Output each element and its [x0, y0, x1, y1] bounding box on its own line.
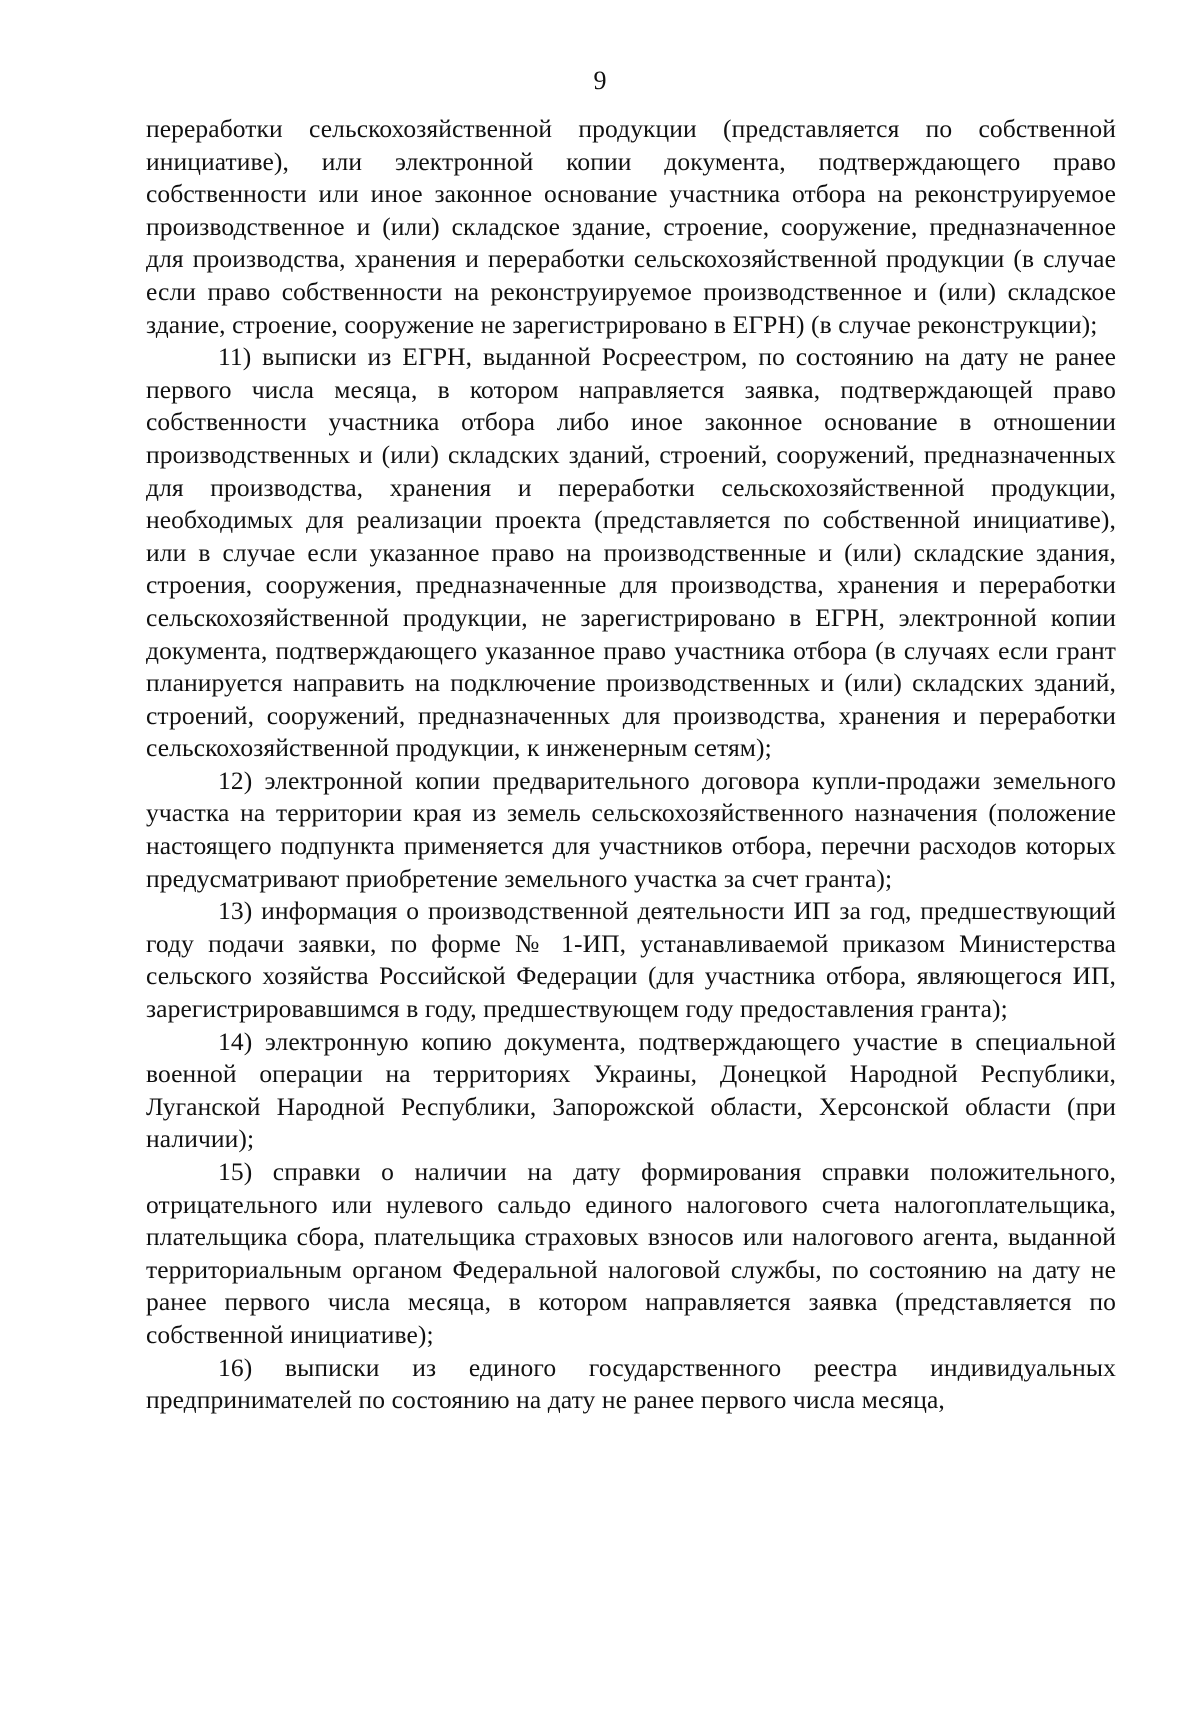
- document-body: [146, 113, 1116, 1417]
- paragraph-item-12: 12) электронной копии предварительного договора купли-продажи земельного участка на территории края из земель сельскохозяйственного назначения (положение настоящего подпункта применяется для участников отбора, перечни расходов которых предусматривают приобретение земельного участка за счет гранта);: [146, 765, 1116, 893]
- page-number: 9: [593, 66, 607, 95]
- paragraph-item-15: 15) справки о наличии на дату формирования справки положительного, отрицательного или нулевого сальдо единого налогового счета налогоплательщика, плательщика сбора, плательщика страховых взносов или налогового агента, выданной территориальным органом Федеральной налоговой службы, по состоянию на дату не ранее первого числа месяца, в котором направляется заявка (представляется по собственной инициативе);: [146, 1157, 1116, 1349]
- paragraph-item-14: 14) электронную копию документа, подтверждающего участие в специальной военной операции на территориях Украины, Донецкой Народной Республики, Луганской Народной Республики, Запорожской области, Херсонской области (при наличии);: [146, 1026, 1116, 1154]
- paragraph-item-16: 16) выписки из единого государственного реестра индивидуальных предпринимателей по состоянию на дату не ранее первого числа месяца,: [146, 1352, 1116, 1415]
- paragraph-item-11: 11) выписки из ЕГРН, выданной Росреестром, по состоянию на дату не ранее первого числа месяца, в котором направляется заявка, подтверждающей право собственности участника отбора либо иное законное основание в отношении производственных и (или) складских зданий, строений, сооружений, предназначенных для производства, хранения и переработки сельскохозяйственной продукции, необходимых для реализации проекта (представляется по собственной инициативе), или в случае если указанное право на производственные и (или) складские здания, строения, сооружения, предназначенные для производства, хранения и переработки сельскохозяйственной продукции, не зарегистрировано в ЕГРН, электронной копии документа, подтверждающего указанное право участника отбора (в случаях если грант планируется направить на подключение производственных и (или) складских зданий, строений, сооружений, предназначенных для производства, хранения и переработки сельскохозяйственной продукции, к инженерным сетям);: [146, 342, 1116, 763]
- paragraph-item-13: 13) информация о производственной деятельности ИП за год, предшествующий году подачи заявки, по форме № 1-ИП, устанавливаемой приказом Министерства сельского хозяйства Российской Федерации (для участника отбора, являющегося ИП, зарегистрировавшимся в году, предшествующем году предоставления гранта);: [146, 896, 1116, 1024]
- paragraph-continuation: переработки сельскохозяйственной продукции (представляется по собственной инициативе), или электронной копии документа, подтверждающего право собственности или иное законное основание участника отбора на реконструируемое производственное и (или) складское здание, строение, сооружение, предназначенное для производства, хранения и переработки сельскохозяйственной продукции (в случае если право собственности на реконструируемое производственное и (или) складское здание, строение, сооружение не зарегистрировано в ЕГРН) (в случае реконструкции);: [146, 114, 1116, 339]
